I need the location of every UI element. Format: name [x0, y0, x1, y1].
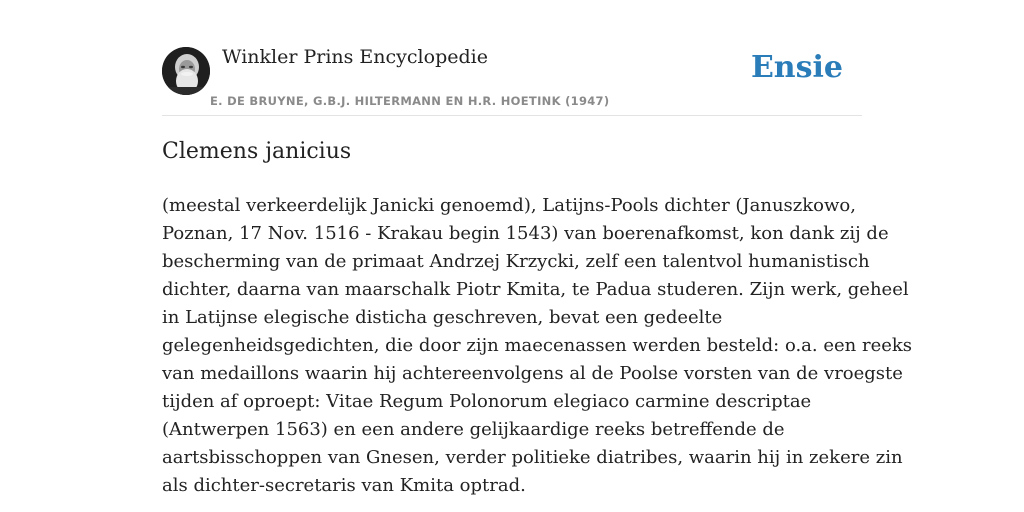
body-line: van medaillons waarin hij achtereenvolgens al de Poolse vorsten van de vroegste [162, 363, 903, 384]
body-line: (Antwerpen 1563) en een andere gelijkaardige reeks betreffende de [162, 419, 785, 440]
body-line: in Latijnse elegische disticha geschreven, bevat een gedeelte [162, 307, 723, 328]
brand-logo-link[interactable]: Ensie [750, 50, 843, 85]
body-line: dichter, daarna van maarschalk Piotr Kmita, te Padua studeren. Zijn werk, geheel [162, 279, 909, 300]
body-line: (meestal verkeerdelijk Janicki genoemd), Latijns-Pools dichter (Januszkowo, [162, 195, 856, 216]
body-line: Poznan, 17 Nov. 1516 - Krakau begin 1543) van boerenafkomst, kon dank zij de [162, 223, 889, 244]
body-line: aartsbisschoppen van Gnesen, verder politieke diatribes, waarin hij in zekere zin [162, 447, 903, 468]
entry-body [162, 192, 913, 500]
author-avatar-icon[interactable] [162, 47, 210, 95]
body-line: als dichter-secretaris van Kmita optrad. [162, 475, 526, 496]
source-authors: E. DE BRUYNE, G.B.J. HILTERMANN EN H.R. HOETINK (1947) [210, 94, 610, 108]
header [162, 0, 862, 116]
source-title[interactable]: Winkler Prins Encyclopedie [222, 46, 488, 68]
body-line: gelegenheidsgedichten, die door zijn maecenassen werden besteld: o.a. een reeks [162, 335, 913, 356]
entry-title: Clemens janicius [162, 139, 352, 164]
body-line: bescherming van de primaat Andrzej Krzycki, zelf een talentvol humanistisch [162, 251, 870, 272]
portrait-image [162, 47, 210, 95]
body-line: tijden af oproept: Vitae Regum Polonorum elegiaco carmine descriptae [162, 391, 812, 412]
